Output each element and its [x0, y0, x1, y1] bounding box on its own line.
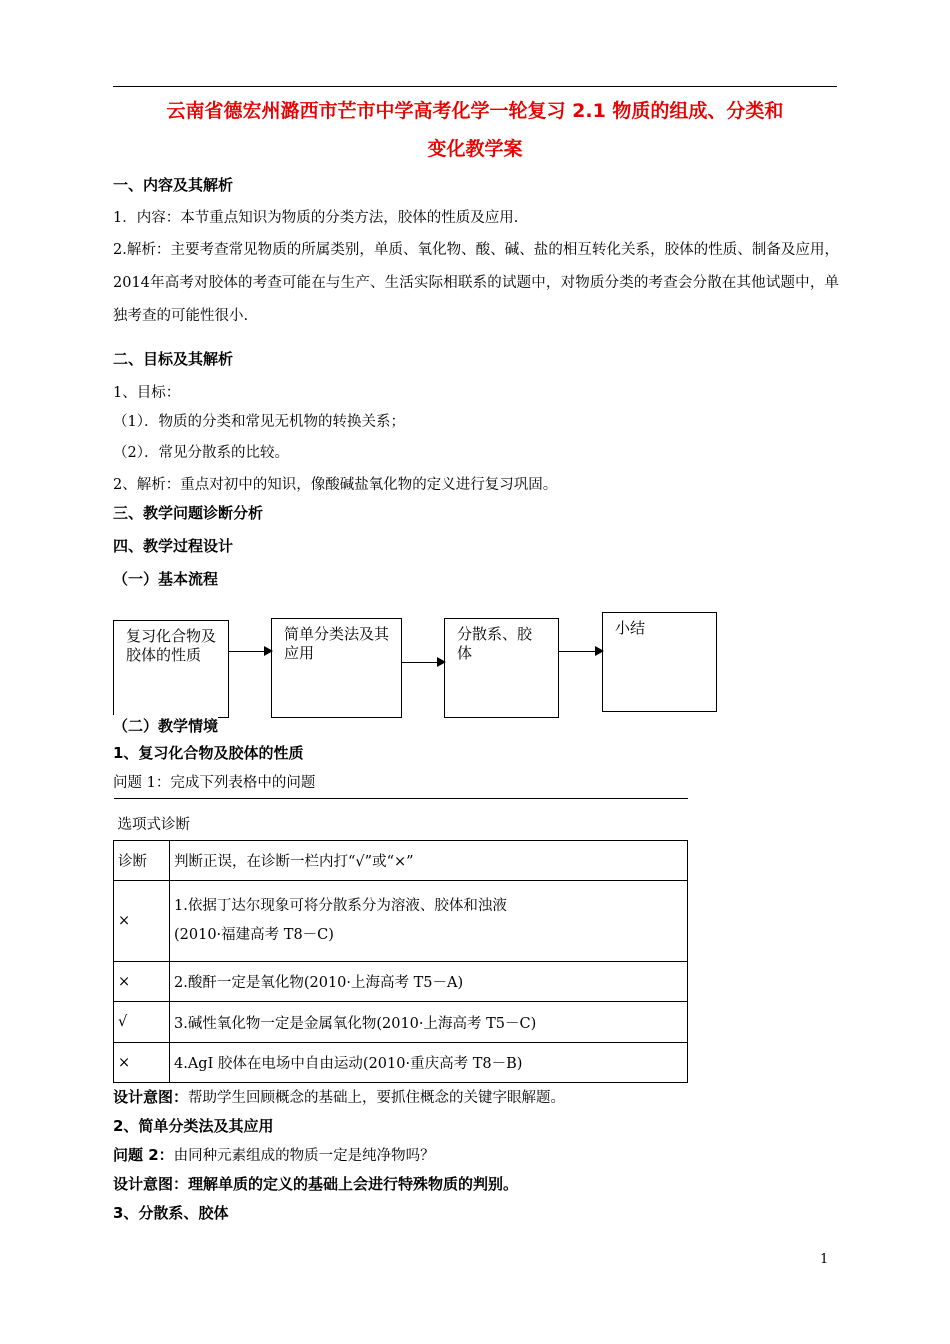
design-intent-2: 设计意图：理解单质的定义的基础上会进行特殊物质的判别。 [113, 1175, 519, 1193]
goal-2: （2）．常见分散系的比较。 [113, 445, 289, 461]
row-2-mark: × [114, 962, 170, 1002]
design-intent-1-label: 设计意图： [113, 1088, 189, 1106]
goal-analysis: 2、解析：重点对初中的知识，像酸碱盐氧化物的定义进行复习巩固。 [113, 477, 558, 493]
flow-box-2: 简单分类法及其应用 [271, 618, 402, 718]
section-1-item-1: 1．内容：本节重点知识为物质的分类方法，胶体的性质及应用. [113, 210, 519, 226]
section-3-heading: 三、教学问题诊断分析 [113, 504, 264, 522]
header-diagnosis: 诊断 [114, 841, 170, 881]
page-number: 1 [820, 1252, 829, 1267]
table-row [114, 1043, 688, 1083]
table-row [114, 1002, 688, 1043]
table-header-row [114, 841, 688, 881]
top-rule [113, 86, 837, 87]
table-caption: 选项式诊断 [114, 799, 688, 841]
design-intent-1 [113, 1086, 565, 1107]
question-2-text: 由同种元素组成的物质一定是纯净物吗？ [173, 1148, 435, 1164]
goal-label: 1、目标： [113, 385, 181, 401]
basic-flow-heading: （一）基本流程 [113, 570, 219, 588]
row-1-mark: × [114, 881, 170, 962]
title-line-1: 云南省德宏州潞西市芒市中学高考化学一轮复习 2.1 物质的组成、分类和 [166, 100, 784, 122]
row-3-mark: √ [114, 1002, 170, 1043]
row-1-text [170, 881, 688, 962]
title-line-2: 变化教学案 [427, 138, 523, 160]
row-2-text: 2.酸酐一定是氧化物(2010·上海高考 T5－A) [170, 962, 688, 1002]
row-4-text: 4.AgI 胶体在电场中自由运动(2010·重庆高考 T8－B) [170, 1043, 688, 1083]
flow-arrow-3 [559, 651, 602, 652]
table-row [114, 962, 688, 1002]
row-3-text: 3.碱性氧化物一定是金属氧化物(2010·上海高考 T5－C) [170, 1002, 688, 1043]
design-intent-1-text: 帮助学生回顾概念的基础上，要抓住概念的关键字眼解题。 [188, 1090, 566, 1106]
question-2 [113, 1144, 435, 1165]
teaching-context-heading: （二）教学情境 [113, 717, 219, 735]
flow-arrow-2 [402, 662, 444, 663]
question-1: 问题 1：完成下列表格中的问题 [113, 775, 316, 791]
flow-arrow-1 [229, 651, 271, 652]
section-4-heading: 四、教学过程设计 [113, 537, 234, 555]
document-title [113, 92, 837, 168]
part-2-heading: 2、简单分类法及其应用 [113, 1117, 274, 1135]
flow-box-3: 分散系、胶体 [444, 618, 559, 718]
part-3-heading: 3、分散系、胶体 [113, 1204, 229, 1222]
row-1-text-line-1: 1.依据丁达尔现象可将分散系分为溶液、胶体和浊液 [174, 898, 507, 914]
row-1-text-line-2: (2010·福建高考 T8－C) [174, 927, 334, 943]
row-4-mark: × [114, 1043, 170, 1083]
section-2-heading: 二、目标及其解析 [113, 350, 234, 368]
header-instruction: 判断正误，在诊断一栏内打“√”或“×” [170, 841, 688, 881]
flow-box-1: 复习化合物及胶体的性质 [113, 620, 229, 718]
section-1-heading: 一、内容及其解析 [113, 176, 234, 194]
flow-box-4: 小结 [602, 612, 717, 712]
section-1-item-2: 2.解析：主要考查常见物质的所属类别，单质、氧化物、酸、碱、盐的相互转化关系，胶体的性质、制备及应用，2014年高考对胶体的考查可能在与生产、生活实际相联系的试题中，对物质分类的考查会分散在其他试题中，单独考查的可能性很小. [113, 242, 839, 324]
table-row [114, 881, 688, 962]
part-1-heading: 1、复习化合物及胶体的性质 [113, 744, 304, 762]
question-2-label: 问题 2： [113, 1146, 174, 1164]
goal-1: （1）．物质的分类和常见无机物的转换关系； [113, 414, 405, 430]
diagnosis-table [113, 798, 688, 1083]
